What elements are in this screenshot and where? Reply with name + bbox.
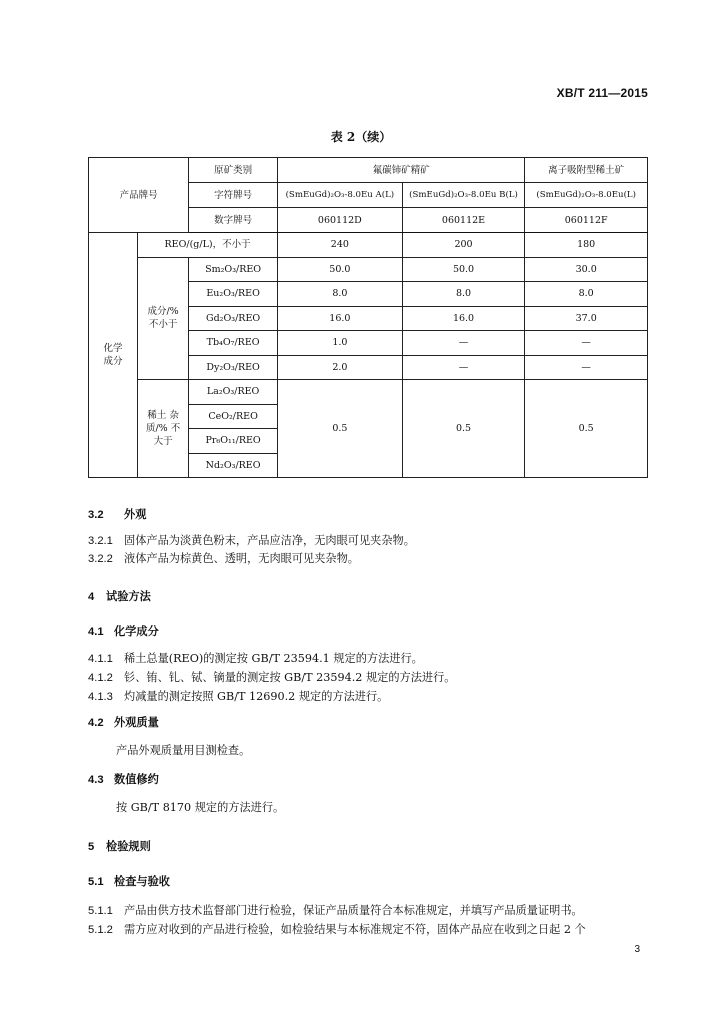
impurity-value: 0.5 [402, 380, 525, 478]
impurity-value: 0.5 [525, 380, 648, 478]
section-4-2-heading: 4.2 外观质量 [88, 717, 159, 729]
clause-5-1-1: 5.1.1 产品由供方技术监督部门进行检验，保证产品质量符合本标准规定，并填写产品质量证明书。 [88, 904, 583, 917]
comp-value: — [525, 355, 648, 380]
section-4-1-heading: 4.1 化学成分 [88, 626, 159, 638]
spec-table [88, 157, 648, 478]
section-5-heading: 5 检验规则 [88, 841, 151, 853]
comp-value: 50.0 [278, 257, 403, 282]
table-row [89, 233, 648, 258]
comp-value: 16.0 [402, 306, 525, 331]
page-number: 3 [634, 944, 640, 955]
comp-value: 37.0 [525, 306, 648, 331]
clause-3-2-1: 3.2.1 固体产品为淡黄色粉末，产品应洁净，无肉眼可见夹杂物。 [88, 534, 415, 547]
comp-group-label: 成分/% 不小于 [138, 257, 189, 380]
section-4-3-heading: 4.3 数值修约 [88, 774, 159, 786]
comp-value: 50.0 [402, 257, 525, 282]
comp-value: 16.0 [278, 306, 403, 331]
reo-label: REO/(g/L)，不小于 [138, 233, 278, 258]
char-grade-cell: (SmEuGd)₂O₃-8.0Eu B(L) [402, 183, 525, 208]
impurity-name: Pr₆O₁₁/REO [189, 429, 278, 454]
comp-value: — [525, 331, 648, 356]
comp-value: 8.0 [402, 282, 525, 307]
standard-code: XB/T 211—2015 [556, 86, 648, 100]
comp-value: — [402, 331, 525, 356]
comp-value: — [402, 355, 525, 380]
ore-ionic: 离子吸附型稀土矿 [525, 158, 648, 183]
section-4-heading: 4 试验方法 [88, 591, 151, 603]
impurity-group-label: 稀土 杂质/% 不大于 [138, 380, 189, 478]
clause-4-1-2: 4.1.2 钐、铕、钆、铽、镝量的测定按 GB/T 23594.2 规定的方法进行。 [88, 671, 456, 684]
comp-value: 1.0 [278, 331, 403, 356]
table-row [89, 380, 648, 405]
comp-name: Sm₂O₃/REO [189, 257, 278, 282]
ore-bastnaesite: 氟碳铈矿精矿 [278, 158, 525, 183]
comp-name: Gd₂O₃/REO [189, 306, 278, 331]
num-grade-label: 数字牌号 [189, 208, 278, 233]
num-grade-cell: 060112D [278, 208, 403, 233]
reo-value: 180 [525, 233, 648, 258]
clause-4-1-1: 4.1.1 稀土总量(REO)的测定按 GB/T 23594.1 规定的方法进行。 [88, 652, 423, 665]
comp-value: 8.0 [525, 282, 648, 307]
reo-value: 200 [402, 233, 525, 258]
chem-label: 化学成分 [89, 233, 138, 478]
comp-value: 2.0 [278, 355, 403, 380]
clause-3-2-2: 3.2.2 液体产品为棕黄色、透明，无肉眼可见夹杂物。 [88, 552, 359, 565]
section-4-3-text: 按 GB/T 8170 规定的方法进行。 [116, 801, 285, 814]
comp-name: Dy₂O₃/REO [189, 355, 278, 380]
clause-4-1-3: 4.1.3 灼减量的测定按照 GB/T 12690.2 规定的方法进行。 [88, 690, 389, 703]
table-caption: 表 2（续） [330, 130, 392, 144]
impurity-name: Nd₂O₃/REO [189, 453, 278, 478]
char-grade-cell: (SmEuGd)₂O₃-8.0Eu(L) [525, 183, 648, 208]
section-5-1-heading: 5.1 检查与验收 [88, 876, 170, 888]
char-grade-label: 字符牌号 [189, 183, 278, 208]
comp-value: 8.0 [278, 282, 403, 307]
comp-name: Eu₂O₃/REO [189, 282, 278, 307]
char-grade-cell: (SmEuGd)₂O₃-8.0Eu A(L) [278, 183, 403, 208]
reo-value: 240 [278, 233, 403, 258]
clause-5-1-2: 5.1.2 需方应对收到的产品进行检验，如检验结果与本标准规定不符，固体产品应在收到之日起 2 个 [88, 923, 586, 936]
table-row [89, 257, 648, 282]
comp-name: Tb₄O₇/REO [189, 331, 278, 356]
num-grade-cell: 060112E [402, 208, 525, 233]
num-grade-cell: 060112F [525, 208, 648, 233]
impurity-name: CeO₂/REO [189, 404, 278, 429]
product-grade-label: 产品牌号 [89, 158, 189, 233]
section-3-2-heading: 3.2 外观 [88, 509, 147, 521]
table-row [89, 158, 648, 183]
comp-value: 30.0 [525, 257, 648, 282]
section-4-2-text: 产品外观质量用目测检查。 [116, 744, 251, 757]
ore-type-label: 原矿类别 [189, 158, 278, 183]
impurity-value: 0.5 [278, 380, 403, 478]
impurity-name: La₂O₃/REO [189, 380, 278, 405]
